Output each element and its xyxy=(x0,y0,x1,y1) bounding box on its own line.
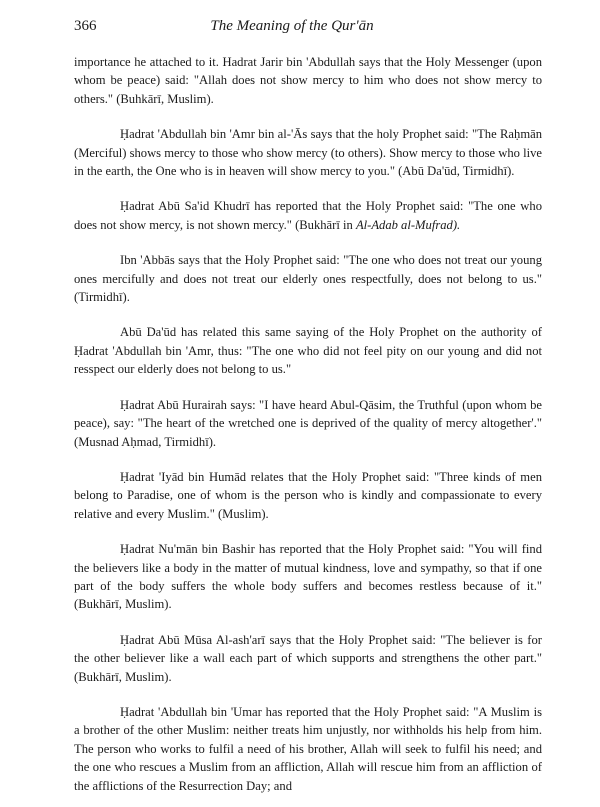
paragraph-4: Ibn 'Abbās says that the Holy Prophet said: "The one who does not treat our young ones mercifully and does not treat our elderly ones respectfully, does not belong to us." (Tirmidhī). xyxy=(74,253,542,305)
paragraph-7: Ḥadrat 'Iyād bin Humād relates that the Holy Prophet said: "Three kinds of men belong to Paradise, one of whom is the person who is kindly and compassionate to every relative and every Muslim." (Muslim). xyxy=(74,469,542,521)
paragraph-8: Ḥadrat Nu'mān bin Bashir has reported that the Holy Prophet said: "You will find the believers like a body in the matter of mutual kindness, love and sympathy, so that if one part of the body suffers the whole body suffers and becomes restless because of it." (Bukhārī, Muslim). xyxy=(74,542,542,612)
running-title: The Meaning of the Qur'ān xyxy=(210,18,374,34)
paragraph-5: Abū Da'ūd has related this same saying of the Holy Prophet on the authority of Ḥadrat 'Abdullah bin 'Amr, thus: "The one who did not feel pity on our young and did not resspect our elderly does not belong to us." xyxy=(74,325,542,377)
paragraph-9: Ḥadrat Abū Mūsa Al-ash'arī says that the Holy Prophet said: "The believer is for the other believer like a wall each part of which supports and strengthens the other part." (Bukhārī, Muslim). xyxy=(74,632,542,684)
paragraph-2: Ḥadrat 'Abdullah bin 'Amr bin al-'Ās says that the holy Prophet said: "The Raḥmān (Merciful) shows mercy to those who show mercy (to others). Show mercy to those who live in the earth, the One who is in heaven will show mercy to you." (Abū Da'ūd, Tirmidhī). xyxy=(74,127,542,179)
paragraph-6: Ḥadrat Abū Hurairah says: "I have heard Abul-Qāsim, the Truthful (upon whom be peace), say: "The heart of the wretched one is deprived of the quality of mercy altogether'." (Musnad Aḥmad, Tirmidhī). xyxy=(74,397,542,449)
book-title-italic: Al-Adab al-Mufrad). xyxy=(355,217,461,232)
paragraph-3: Ḥadrat Abū Sa'id Khudrī has reported that the Holy Prophet said: "The one who does not show mercy, is not shown mercy." (Bukhārī in Al-Adab al-Mufrad). xyxy=(74,199,542,232)
book-page xyxy=(74,18,542,795)
page-header xyxy=(74,18,542,35)
paragraph-10: Ḥadrat 'Abdullah bin 'Umar has reported that the Holy Prophet said: "A Muslim is a brother of the other Muslim: neither treats him unjustly, nor withholds his help from him. The person who works to fulfil a need of his brother, Allah will seek to fulfil his need; and the one who rescues a Muslim from an affliction, Allah will rescue him from an affliction of the afflictions of the Resurrection Day; and xyxy=(74,704,542,793)
paragraph-1: importance he attached to it. Hadrat Jarir bin 'Abdullah says that the Holy Messenger (upon whom be peace) said: "Allah does not show mercy to him who does not show mercy to others." (Buhkārī, Muslim). xyxy=(74,55,542,106)
page-number: 366 xyxy=(74,18,97,34)
